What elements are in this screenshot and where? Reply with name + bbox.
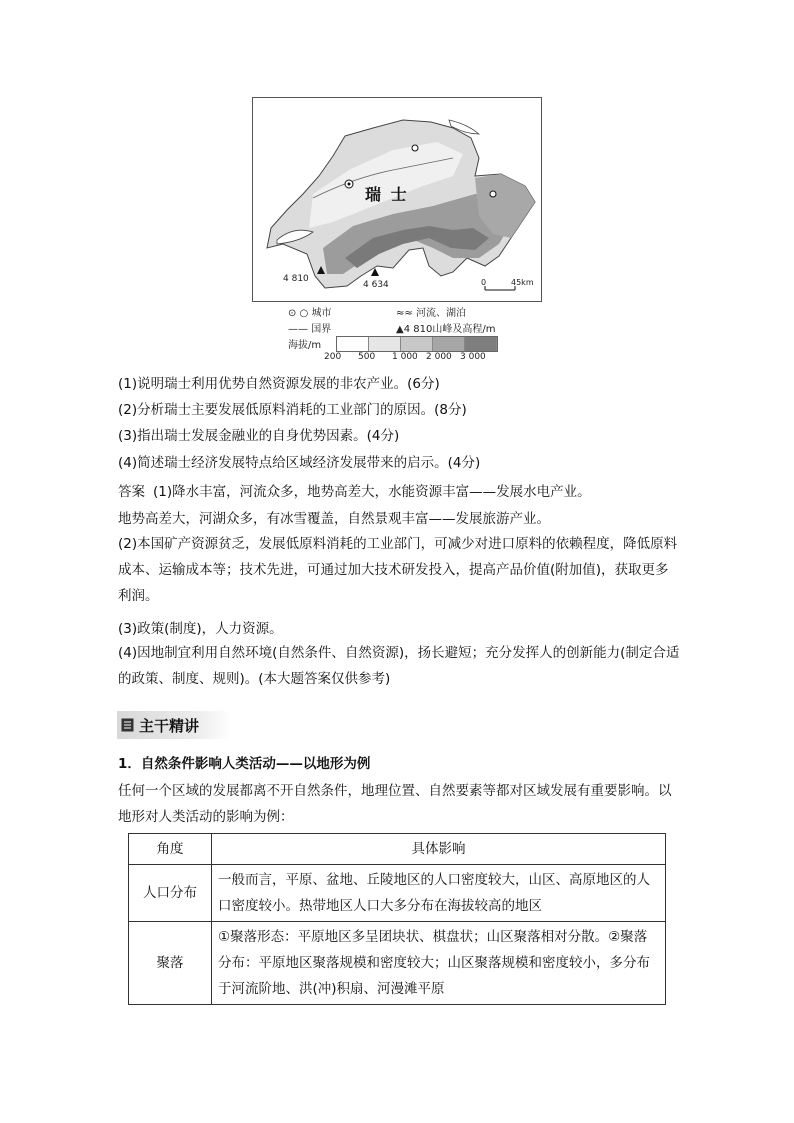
river-lake-icon: ≈≈ [396, 308, 413, 319]
border-line-icon: —— [288, 324, 308, 335]
elevation-tick: 3 000 [460, 352, 486, 362]
answer-1-line-2: 地势高差大，河湖众多，有冰雪覆盖，自然景观丰富——发展旅游产业。 [118, 511, 550, 527]
legend-peak: ▲4 810山峰及高程/m [396, 324, 496, 335]
elevation-tick: 200 [324, 352, 342, 362]
answer-1-line-1: 答案 (1)降水丰富，河流众多，地势高差大，水能资源丰富——发展水电产业。 [118, 484, 591, 500]
country-label: 瑞 士 [365, 185, 409, 204]
elevation-ticks [324, 352, 494, 362]
city-icon: ⊙ ○ [288, 308, 309, 319]
table-cell-category: 聚落 [129, 922, 212, 1005]
table-header-row [129, 834, 666, 865]
legend-border: —— 国界 [288, 324, 332, 335]
elevation-tick: 500 [358, 352, 376, 362]
peak-triangle-icon: ▲ [396, 324, 404, 335]
influence-table [128, 833, 666, 1005]
city-marker-north [412, 145, 418, 151]
elevation-label: 海拔/m [288, 340, 322, 351]
city-marker-east [490, 191, 496, 197]
table-header-cell: 具体影响 [212, 834, 666, 865]
table-cell-detail: ①聚落形态：平原地区多呈团块状、棋盘状；山区聚落相对分散。②聚落分布：平原地区聚落规模和密度较大；山区聚落规模和密度较小，多分布于河流阶地、洪(冲)积扇、河漫滩平原 [212, 922, 666, 1005]
scale-zero: 0 [481, 278, 487, 287]
elevation-color-bar [336, 336, 498, 352]
elevation-swatch [401, 337, 433, 351]
question-2: (2)分析瑞士主要发展低原料消耗的工业部门的原因。(8分) [118, 402, 467, 418]
scale-end: 45km [511, 278, 534, 287]
elevation-swatch [337, 337, 369, 351]
legend-river: ≈≈ 河流、湖泊 [396, 308, 466, 319]
elevation-tick: 2 000 [426, 352, 452, 362]
peak-label-right: 4 634 [363, 280, 389, 290]
switzerland-map [252, 97, 542, 302]
table-cell-category: 人口分布 [129, 865, 212, 922]
section-title: 主干精讲 [139, 717, 200, 735]
table-row [129, 922, 666, 1005]
section-header [117, 711, 231, 739]
legend-city: ⊙ ○ 城市 [288, 308, 332, 319]
question-4: (4)简述瑞士经济发展特点给区域经济发展带来的启示。(4分) [118, 455, 481, 471]
table-cell-detail: 一般而言，平原、盆地、丘陵地区的人口密度较大，山区、高原地区的人口密度较小。热带地区人口大多分布在海拔较高的地区 [212, 865, 666, 922]
answer-2: (2)本国矿产资源贫乏，发展低原料消耗的工业部门，可减少对进口原料的依赖程度，降低原料成本、运输成本等；技术先进，可通过加大技术研发投入，提高产品价值(附加值)，获取更多利润。 [118, 536, 678, 604]
section-intro: 任何一个区域的发展都离不开自然条件，地理位置、自然要素等都对区域发展有重要影响。以地形对人类活动的影响为例： [118, 783, 672, 825]
question-3: (3)指出瑞士发展金融业的自身优势因素。(4分) [118, 428, 400, 444]
elevation-swatch [369, 337, 401, 351]
answer-label: 答案 [118, 484, 145, 500]
elevation-swatch [465, 337, 497, 351]
elevation-swatch [433, 337, 465, 351]
question-1: (1)说明瑞士利用优势自然资源发展的非农产业。(6分) [118, 376, 440, 392]
table-header-cell: 角度 [129, 834, 212, 865]
document-icon [121, 718, 134, 732]
table-row [129, 865, 666, 922]
elevation-tick: 1 000 [392, 352, 418, 362]
subsection-heading: 1．自然条件影响人类活动——以地形为例 [118, 756, 371, 772]
answer-4: (4)因地制宜利用自然环境(自然条件、自然资源)，扬长避短；充分发挥人的创新能力(制定合适的政策、制度、规则)。(本大题答案仅供参考) [118, 645, 680, 687]
peak-label-left: 4 810 [283, 274, 309, 284]
answer-3: (3)政策(制度)，人力资源。 [118, 621, 283, 637]
